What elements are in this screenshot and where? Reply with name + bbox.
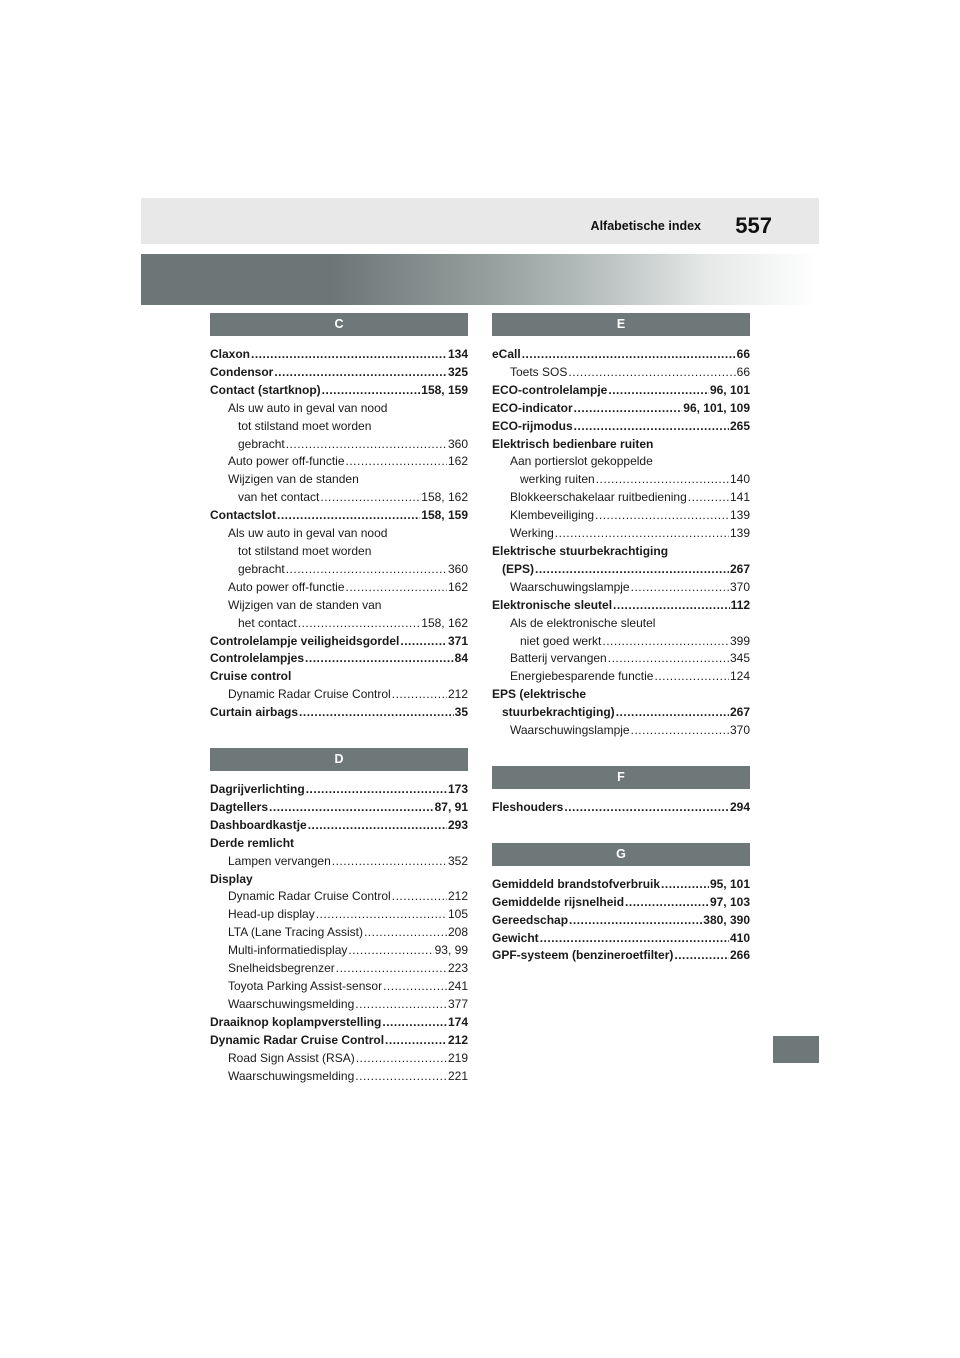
- entry-term: Claxon: [210, 347, 251, 361]
- index-entry[interactable]: [210, 436, 468, 454]
- entry-term-line: tot stilstand moet worden: [238, 418, 372, 433]
- index-heading: Elektrisch bedienbare ruiten: [492, 436, 654, 451]
- dot-leader: [661, 876, 709, 894]
- entry-page: 66: [736, 347, 750, 361]
- dot-leader: [251, 346, 447, 364]
- index-heading: Derde remlicht: [210, 835, 295, 850]
- dot-leader: [385, 1032, 447, 1050]
- dot-leader: [564, 799, 729, 817]
- entry-page: 371: [447, 633, 468, 648]
- index-entry[interactable]: [210, 453, 468, 471]
- section-title: Alfabetische index: [590, 219, 701, 233]
- index-entry[interactable]: [492, 418, 750, 436]
- index-entry[interactable]: [210, 996, 468, 1014]
- entry-term: Klembeveiliging: [510, 508, 595, 523]
- index-entry[interactable]: [210, 978, 468, 996]
- entry-page: 66: [736, 364, 750, 379]
- entry-page: 124: [729, 669, 750, 684]
- entry-term-line: Wijzigen van de standen: [228, 472, 359, 487]
- entry-page: 141: [729, 490, 750, 505]
- index-entry[interactable]: [210, 799, 468, 817]
- entry-term: Head-up display: [228, 907, 315, 922]
- entry-page: 377: [447, 996, 468, 1011]
- letter-heading: E: [492, 313, 750, 336]
- index-entry[interactable]: [210, 942, 468, 960]
- entry-term: Contactslot: [210, 508, 276, 523]
- dot-leader: [613, 597, 730, 615]
- entry-page: 370: [729, 579, 750, 594]
- entry-page: 173: [447, 782, 468, 797]
- index-entry[interactable]: [210, 781, 468, 799]
- index-section: [492, 766, 750, 817]
- page-number: 557: [735, 213, 772, 238]
- index-entry[interactable]: [492, 704, 750, 722]
- entry-page: 360: [447, 561, 468, 576]
- index-entry[interactable]: [492, 579, 750, 597]
- dot-leader: [383, 978, 447, 996]
- index-entry[interactable]: [492, 525, 750, 543]
- index-column-left: [210, 313, 468, 1111]
- entry-page: 212: [447, 1032, 468, 1047]
- dot-leader: [522, 346, 736, 364]
- index-entry[interactable]: [210, 853, 468, 871]
- dot-leader: [608, 650, 729, 668]
- dot-leader: [274, 364, 447, 382]
- dot-leader: [346, 453, 447, 471]
- thumb-index-tab: [773, 1036, 819, 1063]
- entry-term: Blokkeerschakelaar ruitbediening: [510, 490, 687, 505]
- entry-page: 105: [447, 907, 468, 922]
- dot-leader: [305, 650, 454, 668]
- dot-leader: [392, 888, 447, 906]
- dot-leader: [322, 382, 421, 400]
- dot-leader: [355, 1068, 447, 1086]
- dot-leader: [348, 942, 433, 960]
- entry-page: 267: [729, 561, 750, 576]
- index-entry[interactable]: [210, 561, 468, 579]
- dot-leader: [568, 364, 735, 382]
- dot-leader: [346, 579, 447, 597]
- entry-page: 219: [447, 1050, 468, 1065]
- index-entry[interactable]: [492, 894, 750, 912]
- entry-term: Fleshouders: [492, 799, 564, 814]
- index-entry[interactable]: [492, 597, 750, 615]
- entry-page: 96, 101: [709, 382, 750, 397]
- entry-page: 84: [454, 651, 468, 666]
- entry-term: Gewicht: [492, 930, 539, 945]
- entry-term: niet goed werkt: [520, 633, 602, 648]
- entry-term: Curtain airbags: [210, 705, 299, 720]
- entry-page: 158, 159: [421, 382, 468, 397]
- entry-term: stuurbekrachtiging): [502, 705, 615, 720]
- entry-term: Dynamic Radar Cruise Control: [228, 889, 391, 904]
- entry-page: 325: [447, 364, 468, 379]
- dot-leader: [332, 853, 447, 871]
- entry-term: Gemiddeld brandstofverbruik: [492, 876, 661, 891]
- letter-heading: F: [492, 766, 750, 789]
- entry-term-line: Als uw auto in geval van nood: [228, 400, 388, 415]
- dot-leader: [286, 436, 447, 454]
- index-entry[interactable]: [210, 650, 468, 668]
- dot-leader: [596, 471, 729, 489]
- index-entry[interactable]: [492, 930, 750, 948]
- index-entry[interactable]: [492, 722, 750, 740]
- dot-leader: [286, 561, 447, 579]
- header-band: [141, 254, 819, 305]
- index-entry[interactable]: [210, 1050, 468, 1068]
- entry-page: 208: [447, 925, 468, 940]
- entry-page: 352: [447, 853, 468, 868]
- index-entry[interactable]: [210, 906, 468, 924]
- dot-leader: [269, 799, 434, 817]
- entry-term: Waarschuwingslampje: [510, 723, 630, 738]
- dot-leader: [400, 633, 447, 651]
- index-entry[interactable]: [210, 346, 468, 364]
- index-entry[interactable]: [492, 507, 750, 525]
- entry-term: Draaiknop koplampverstelling: [210, 1014, 382, 1029]
- index-entry[interactable]: [492, 650, 750, 668]
- index-entry[interactable]: [210, 960, 468, 978]
- entry-term: Toets SOS: [510, 364, 568, 379]
- entry-page: 162: [447, 454, 468, 469]
- entry-page: 345: [729, 651, 750, 666]
- index-entry[interactable]: [210, 382, 468, 400]
- index-section: [492, 313, 750, 740]
- dot-leader: [569, 912, 702, 930]
- entry-term: Energiebesparende functie: [510, 669, 654, 684]
- entry-page: 158, 159: [421, 508, 468, 523]
- entry-page: 139: [729, 526, 750, 541]
- page-header: [141, 198, 819, 244]
- index-entry[interactable]: [210, 364, 468, 382]
- entry-term: GPF-systeem (benzineroetfilter): [492, 948, 674, 963]
- entry-page: 158, 162: [421, 490, 468, 505]
- index-section: [210, 313, 468, 722]
- entry-term: Gereedschap: [492, 912, 569, 927]
- dot-leader: [299, 704, 454, 722]
- index-entry[interactable]: [492, 633, 750, 651]
- entry-term: Waarschuwingslampje: [510, 579, 630, 594]
- dot-leader: [356, 1050, 447, 1068]
- index-entry[interactable]: [492, 561, 750, 579]
- entry-term: gebracht: [238, 436, 285, 451]
- entry-term: Batterij vervangen: [510, 651, 607, 666]
- index-entry[interactable]: [492, 912, 750, 930]
- index-heading: Cruise control: [210, 669, 292, 684]
- dot-leader: [392, 686, 447, 704]
- dot-leader: [277, 507, 420, 525]
- index-entry[interactable]: [492, 400, 750, 418]
- dot-leader: [555, 525, 729, 543]
- entry-term: het contact: [238, 615, 297, 630]
- entry-page: 112: [730, 597, 750, 612]
- dot-leader: [631, 722, 729, 740]
- index-entry[interactable]: [210, 579, 468, 597]
- dot-leader: [608, 382, 709, 400]
- dot-leader: [306, 781, 447, 799]
- entry-page: 293: [447, 817, 468, 832]
- dot-leader: [308, 817, 447, 835]
- index-entry[interactable]: [492, 876, 750, 894]
- dot-leader: [320, 489, 420, 507]
- dot-leader: [595, 507, 729, 525]
- entry-term: Controlelampjes: [210, 651, 305, 666]
- entry-term: Lampen vervangen: [228, 853, 331, 868]
- dot-leader: [298, 615, 421, 633]
- index-entry[interactable]: [210, 817, 468, 835]
- dot-leader: [602, 633, 729, 651]
- entry-term: gebracht: [238, 561, 285, 576]
- entry-term: Waarschuwingsmelding: [228, 1068, 355, 1083]
- dot-leader: [616, 704, 729, 722]
- entry-page: 399: [729, 633, 750, 648]
- entry-term: Werking: [510, 526, 554, 541]
- dot-leader: [535, 561, 729, 579]
- entry-term-line: EPS (elektrische: [492, 687, 587, 702]
- entry-term: Dagtellers: [210, 799, 269, 814]
- entry-term: Dynamic Radar Cruise Control: [228, 687, 391, 702]
- index-entry[interactable]: [492, 489, 750, 507]
- entry-term: Toyota Parking Assist-sensor: [228, 979, 383, 993]
- entry-page: 97, 103: [709, 894, 750, 909]
- entry-term: Contact (startknop): [210, 382, 321, 397]
- entry-term: eCall: [492, 347, 521, 361]
- entry-page: 140: [729, 472, 750, 487]
- entry-term: ECO-controlelampje: [492, 382, 608, 397]
- entry-term: (EPS): [502, 561, 535, 576]
- entry-term: Controlelampje veiligheidsgordel: [210, 633, 400, 648]
- entry-term: Road Sign Assist (RSA): [228, 1050, 355, 1065]
- letter-heading: C: [210, 313, 468, 336]
- entry-page: 241: [447, 979, 468, 993]
- index-entry[interactable]: [210, 1068, 468, 1086]
- index-entry[interactable]: [210, 1032, 468, 1050]
- dot-leader: [382, 1014, 447, 1032]
- index-entry[interactable]: [210, 507, 468, 525]
- dot-leader: [631, 579, 729, 597]
- entry-term: Snelheidsbegrenzer: [228, 961, 335, 976]
- entry-page: 174: [447, 1014, 468, 1029]
- index-entry[interactable]: [210, 489, 468, 507]
- index-entry[interactable]: [210, 615, 468, 633]
- dot-leader: [574, 418, 729, 436]
- index-entry[interactable]: [210, 686, 468, 704]
- entry-term: ECO-indicator: [492, 400, 573, 415]
- dot-leader: [364, 924, 447, 942]
- entry-term: Condensor: [210, 364, 274, 379]
- dot-leader: [574, 400, 683, 418]
- index-section: [210, 748, 468, 1085]
- entry-page: 212: [447, 687, 468, 702]
- entry-page: 294: [729, 799, 750, 814]
- entry-term: Auto power off-functie: [228, 454, 345, 469]
- entry-page: 87, 91: [434, 799, 468, 814]
- dot-leader: [688, 489, 729, 507]
- dot-leader: [674, 947, 729, 965]
- entry-page: 95, 101: [709, 876, 750, 891]
- entry-term: van het contact: [238, 490, 320, 505]
- entry-term: Dashboardkastje: [210, 817, 307, 832]
- entry-page: 158, 162: [421, 615, 468, 630]
- dot-leader: [336, 960, 447, 978]
- entry-term-line: Elektrische stuurbekrachtiging: [492, 543, 669, 558]
- index-entry[interactable]: [210, 1014, 468, 1032]
- dot-leader: [355, 996, 447, 1014]
- entry-page: 267: [729, 705, 750, 720]
- entry-page: 35: [454, 705, 468, 720]
- index-entry[interactable]: [492, 364, 750, 382]
- dot-leader: [540, 930, 729, 948]
- entry-term: ECO-rijmodus: [492, 418, 573, 433]
- entry-term-line: Als uw auto in geval van nood: [228, 526, 388, 541]
- index-entry[interactable]: [210, 633, 468, 651]
- entry-term: Multi-informatiedisplay: [228, 943, 348, 958]
- index-section: [492, 843, 750, 966]
- entry-page: 370: [729, 723, 750, 738]
- entry-term: Dynamic Radar Cruise Control: [210, 1032, 385, 1047]
- entry-term: LTA (Lane Tracing Assist): [228, 925, 363, 940]
- entry-page: 139: [729, 508, 750, 523]
- entry-page: 360: [447, 436, 468, 451]
- entry-page: 223: [447, 961, 468, 976]
- dot-leader: [625, 894, 709, 912]
- entry-page: 380, 390: [703, 912, 750, 927]
- index-entry[interactable]: [492, 947, 750, 965]
- index-heading: Display: [210, 871, 253, 886]
- entry-page: 266: [729, 948, 750, 963]
- dot-leader: [654, 668, 729, 686]
- index-entry[interactable]: [492, 382, 750, 400]
- entry-term: Gemiddelde rijsnelheid: [492, 894, 625, 909]
- index-entry[interactable]: [492, 471, 750, 489]
- index-column-right: [492, 313, 750, 991]
- index-entry[interactable]: [492, 799, 750, 817]
- entry-page: 221: [447, 1068, 468, 1083]
- entry-page: 410: [729, 930, 750, 945]
- letter-heading: D: [210, 748, 468, 771]
- entry-term-line: Wijzigen van de standen van: [228, 597, 382, 612]
- index-entry[interactable]: [210, 924, 468, 942]
- entry-term-line: Aan portierslot gekoppelde: [510, 454, 653, 469]
- entry-term-line: Als de elektronische sleutel: [510, 615, 656, 630]
- entry-term: Dagrijverlichting: [210, 782, 305, 797]
- entry-page: 265: [729, 418, 750, 433]
- letter-heading: G: [492, 843, 750, 866]
- entry-term: Auto power off-functie: [228, 579, 345, 594]
- index-entry[interactable]: [492, 346, 750, 364]
- entry-page: 134: [447, 347, 468, 361]
- entry-page: 162: [447, 579, 468, 594]
- index-entry[interactable]: [210, 704, 468, 722]
- index-entry[interactable]: [492, 668, 750, 686]
- entry-page: 96, 101, 109: [683, 400, 750, 415]
- entry-term-line: tot stilstand moet worden: [238, 543, 372, 558]
- index-entry[interactable]: [210, 888, 468, 906]
- entry-page: 93, 99: [434, 943, 468, 958]
- entry-term: Waarschuwingsmelding: [228, 996, 355, 1011]
- entry-term: werking ruiten: [520, 472, 595, 487]
- entry-term: Elektronische sleutel: [492, 597, 613, 612]
- entry-page: 212: [447, 889, 468, 904]
- dot-leader: [316, 906, 447, 924]
